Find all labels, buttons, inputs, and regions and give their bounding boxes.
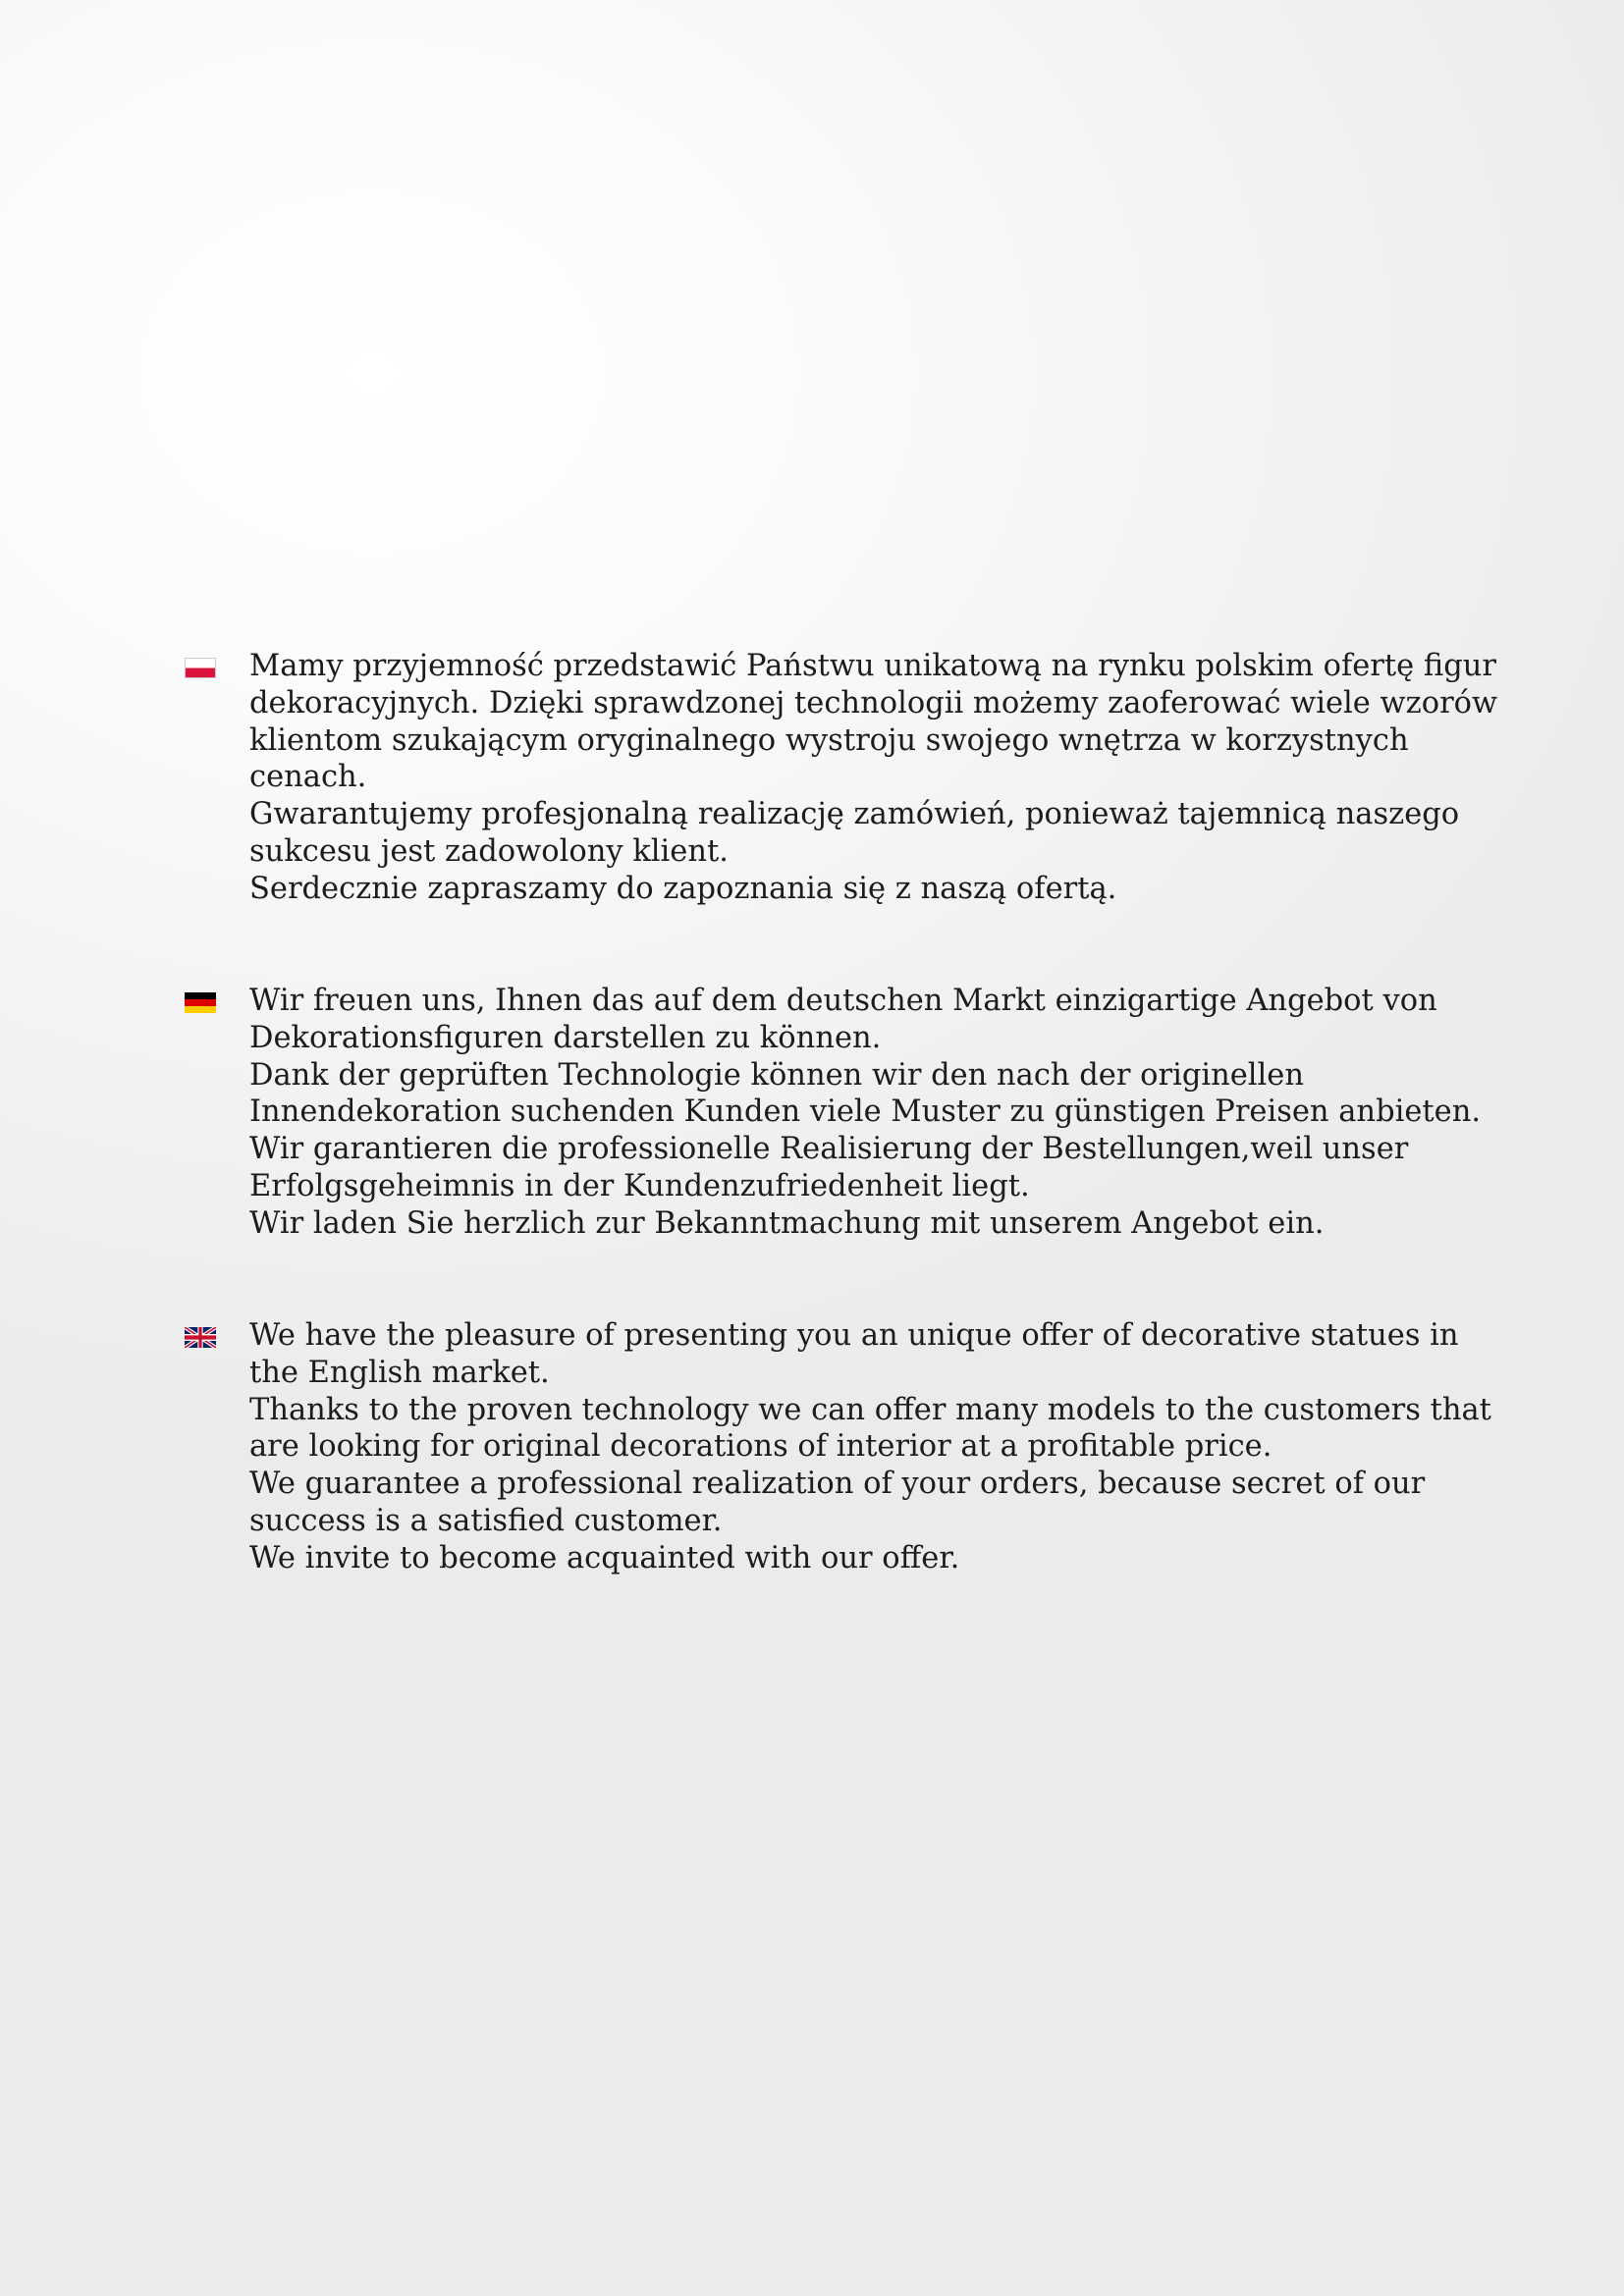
- text-line: dekoracyjnych. Dzięki sprawdzonej technologii możemy zaoferować wiele wzorów: [249, 685, 1498, 721]
- section-text-polish: [249, 648, 1498, 908]
- poland-flag-icon: [185, 658, 216, 678]
- text-line: Innendekoration suchenden Kunden viele Muster zu günstigen Preisen anbieten.: [249, 1095, 1482, 1130]
- text-line: Wir laden Sie herzlich zur Bekanntmachung mit unserem Angebot ein.: [249, 1205, 1325, 1241]
- text-line: Wir garantieren die professionelle Realisierung der Bestellungen,weil unser: [249, 1132, 1409, 1167]
- text-line: sukcesu jest zadowolony klient.: [249, 833, 729, 869]
- text-line: Thanks to the proven technology we can offer many models to the customers that: [249, 1392, 1491, 1427]
- text-line: Wir freuen uns, Ihnen das auf dem deutschen Markt einzigartige Angebot von: [249, 984, 1437, 1018]
- text-line: We invite to become acquainted with our offer.: [249, 1540, 960, 1575]
- text-line: are looking for original decorations of interior at a profitable price.: [249, 1429, 1272, 1465]
- text-line: Mamy przyjemność przedstawić Państwu unikatową na rynku polskim ofertę figur: [249, 649, 1496, 683]
- text-line: Serdecznie zapraszamy do zapoznania się z naszą ofertą.: [249, 871, 1117, 906]
- text-line: Gwarantujemy profesjonalną realizację zamówień, ponieważ tajemnicą naszego: [249, 797, 1460, 832]
- text-line: We guarantee a professional realization of your orders, because secret of our: [249, 1467, 1426, 1502]
- text-line: klientom szukającym oryginalnego wystroju swojego wnętrza w korzystnych: [249, 722, 1409, 758]
- section-text-german: [249, 983, 1482, 1243]
- germany-flag-icon: [185, 992, 216, 1013]
- text-line: the English market.: [249, 1355, 550, 1390]
- text-line: cenach.: [249, 760, 367, 795]
- text-line: Dank der geprüften Technologie können wir den nach der originellen: [249, 1057, 1304, 1093]
- text-line: success is a satisfied customer.: [249, 1503, 723, 1538]
- text-line: We have the pleasure of presenting you an unique offer of decorative statues in: [249, 1318, 1459, 1353]
- uk-flag-graphic: [185, 1327, 216, 1348]
- uk-flag-icon: [185, 1327, 216, 1348]
- text-line: Erfolgsgeheimnis in der Kundenzufriedenheit liegt.: [249, 1168, 1030, 1203]
- text-line: Dekorationsfiguren darstellen zu können.: [249, 1020, 882, 1055]
- section-text-english: [249, 1317, 1491, 1577]
